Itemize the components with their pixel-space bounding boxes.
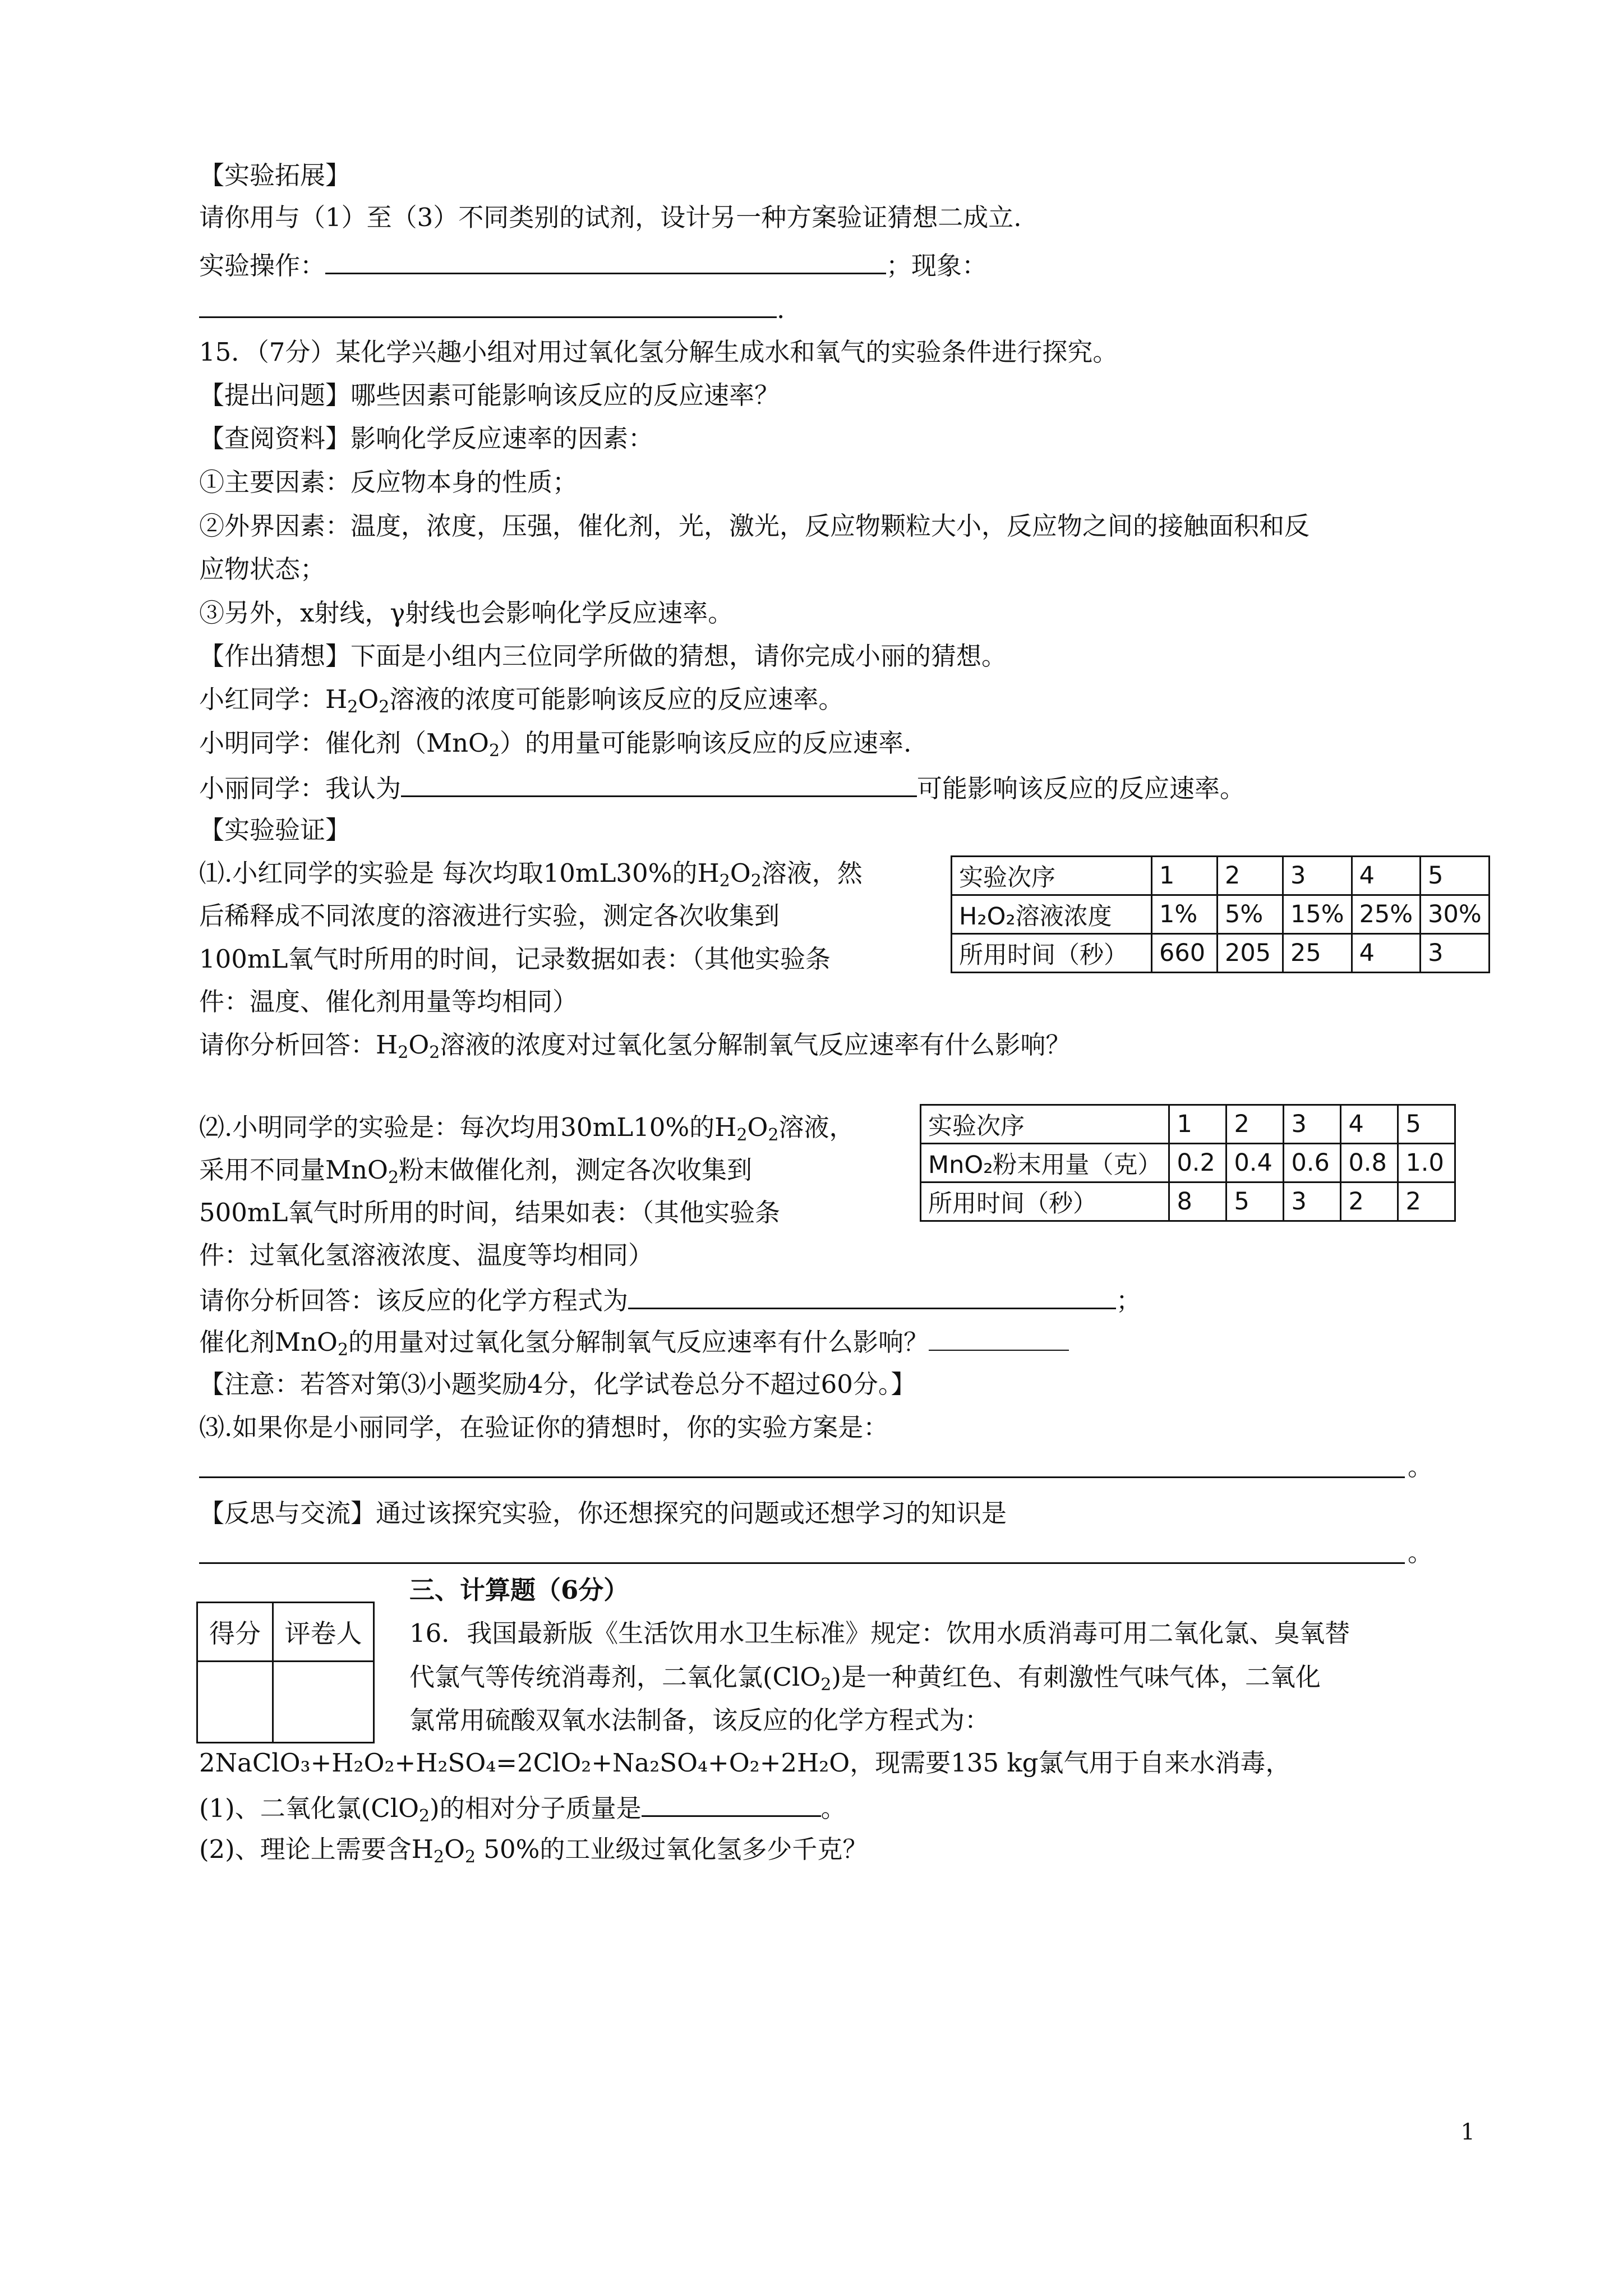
- table-cell: 0.2: [1169, 1144, 1227, 1182]
- note-text: 【注意：若答对第⑶小题奖励4分，化学试卷总分不超过60分。】: [199, 1369, 916, 1399]
- answer-blank[interactable]: [642, 1789, 821, 1817]
- question-text: 请你分析回答：$H_2O_2$溶液的浓度对过氧化氢分解制氧气反应速率有什么影响？: [199, 1030, 1071, 1062]
- table-cell: 660: [1152, 934, 1218, 973]
- table-cell: 2: [1218, 857, 1283, 895]
- question-text: 应物状态；: [199, 554, 326, 584]
- question-text: (2)、理论上需要含$H_2O_2$ 50%的工业级过氧化氢多少千克？: [199, 1834, 868, 1867]
- question-text: 小明同学：催化剂（MnO$_2$）的用量可能影响该反应的反应速率.: [199, 728, 912, 761]
- section-heading: 三、计算题（6分）: [409, 1575, 629, 1605]
- answer-blank[interactable]: [199, 291, 777, 318]
- table-cell: 1%: [1152, 895, 1218, 934]
- table-cell: 1: [1152, 857, 1218, 895]
- table-cell: 0.4: [1227, 1144, 1284, 1182]
- equation-text: 2NaClO₃+H₂O₂+H₂SO₄=2ClO₂+Na₂SO₄+O₂+2H₂O，现需要135 kg氯气用于自来水消毒，: [199, 1748, 1291, 1778]
- question-text: 【查阅资料】影响化学反应速率的因素：: [199, 424, 654, 453]
- question-text: 实验操作： ；现象：: [199, 247, 987, 283]
- table-cell: 3: [1284, 1105, 1341, 1144]
- question-text: 请你用与（1）至（3）不同类别的试剂，设计另一种方案验证猜想二成立.: [199, 203, 1022, 232]
- question-text: ⑴.小红同学的实验是 每次均取10mL30%的$H_2O_2$溶液，然: [199, 858, 863, 891]
- grader-header: 评卷人: [273, 1603, 374, 1662]
- table-cell: 3: [1421, 934, 1490, 973]
- answer-line[interactable]: [199, 1562, 1405, 1564]
- table-cell: 30%: [1421, 895, 1490, 934]
- table-row: [921, 1105, 1455, 1144]
- answer-blank[interactable]: [401, 770, 917, 797]
- score-box: [196, 1602, 375, 1743]
- table-cell: 5: [1398, 1105, 1455, 1144]
- table-cell: 2: [1227, 1105, 1284, 1144]
- question-text: 小红同学：$H_2O_2$溶液的浓度可能影响该反应的反应速率。: [199, 684, 844, 717]
- table-cell: 5%: [1218, 895, 1283, 934]
- table-row: [952, 895, 1490, 934]
- question-text: 氯常用硫酸双氧水法制备，该反应的化学方程式为：: [409, 1705, 990, 1735]
- question-text: ⑵.小明同学的实验是：每次均用30mL10%的$H_2O_2$溶液，: [199, 1112, 855, 1145]
- table-cell: H₂O₂溶液浓度: [952, 895, 1152, 934]
- score-header: 得分: [197, 1603, 273, 1662]
- table-row: [197, 1662, 374, 1743]
- table-cell: 3: [1284, 1182, 1341, 1221]
- period-mark: 。: [1408, 1452, 1433, 1481]
- question-text: 代氯气等传统消毒剂，二氧化氯(ClO$_2$)是一种黄红色、有刺激性气味气体，二氧化: [409, 1662, 1321, 1695]
- table-cell: 4: [1341, 1105, 1398, 1144]
- question-text: 采用不同量MnO$_2$粉末做催化剂，测定各次收集到: [199, 1155, 753, 1188]
- period-mark: 。: [1408, 1538, 1433, 1567]
- table-cell: 1.0: [1398, 1144, 1455, 1182]
- table-cell: 0.6: [1284, 1144, 1341, 1182]
- question-text: 100mL氧气时所用的时间，记录数据如表：（其他实验条: [199, 944, 831, 974]
- table-cell: 0.8: [1341, 1144, 1398, 1182]
- question-text: 【提出问题】哪些因素可能影响该反应的反应速率？: [199, 380, 780, 410]
- question-text: 后稀释成不同浓度的溶液进行实验，测定各次收集到: [199, 901, 780, 931]
- question-text: 【反思与交流】通过该探究实验，你还想探究的问题或还想学习的知识是: [199, 1498, 1007, 1528]
- table-cell: 4: [1352, 857, 1421, 895]
- table-cell: 3: [1283, 857, 1352, 895]
- table-cell: 2: [1341, 1182, 1398, 1221]
- score-cell[interactable]: [197, 1662, 273, 1743]
- table-cell: 4: [1352, 934, 1421, 973]
- table-cell: 25%: [1352, 895, 1421, 934]
- table-row: [952, 934, 1490, 973]
- table-cell: 实验次序: [952, 857, 1152, 895]
- question-text: 小丽同学：我认为 可能影响该反应的反应速率。: [199, 770, 1245, 806]
- table-cell: MnO₂粉末用量（克）: [921, 1144, 1169, 1182]
- question-text: (1)、二氧化氯(ClO$_2$)的相对分子质量是 。: [199, 1789, 846, 1833]
- section-heading: 【实验拓展】: [199, 160, 351, 190]
- question-16-text: 16．我国最新版《生活饮用水卫生标准》规定：饮用水质消毒可用二氧化氯、臭氧替: [409, 1618, 1350, 1648]
- table-cell: 15%: [1283, 895, 1352, 934]
- question-text: 件：过氧化氢溶液浓度、温度等均相同）: [199, 1240, 654, 1270]
- answer-blank[interactable]: [325, 247, 886, 274]
- concentration-table: [951, 855, 1490, 973]
- catalyst-table: [920, 1104, 1456, 1222]
- page-number: 1: [1460, 2119, 1475, 2145]
- table-row: [197, 1603, 374, 1662]
- question-text: 500mL氧气时所用的时间，结果如表：（其他实验条: [199, 1198, 780, 1227]
- table-cell: 2: [1398, 1182, 1455, 1221]
- table-cell: 5: [1227, 1182, 1284, 1221]
- question-text: ⑶.如果你是小丽同学，在验证你的猜想时，你的实验方案是：: [199, 1412, 889, 1442]
- question-text: ③另外，x射线，γ射线也会影响化学反应速率。: [199, 598, 734, 628]
- table-cell: 1: [1169, 1105, 1227, 1144]
- answer-blank[interactable]: [628, 1282, 1116, 1309]
- question-text: .: [199, 291, 785, 326]
- question-text: 件：温度、催化剂用量等均相同）: [199, 987, 578, 1016]
- table-cell: 205: [1218, 934, 1283, 973]
- table-row: [952, 857, 1490, 895]
- section-heading: 【实验验证】: [199, 815, 351, 845]
- table-row: [921, 1182, 1455, 1221]
- table-cell: 8: [1169, 1182, 1227, 1221]
- question-text: 催化剂MnO$_2$的用量对过氧化氢分解制氧气反应速率有什么影响？: [199, 1324, 1069, 1367]
- question-text: 请你分析回答：该反应的化学方程式为 ；: [199, 1282, 1141, 1318]
- table-cell: 实验次序: [921, 1105, 1169, 1144]
- table-cell: 所用时间（秒）: [921, 1182, 1169, 1221]
- question-text: ①主要因素：反应物本身的性质；: [199, 467, 578, 497]
- table-row: [921, 1144, 1455, 1182]
- answer-blank[interactable]: [929, 1324, 1069, 1351]
- answer-line[interactable]: [199, 1476, 1405, 1478]
- table-cell: 所用时间（秒）: [952, 934, 1152, 973]
- table-cell: 5: [1421, 857, 1490, 895]
- question-15-title: 15．（7分）某化学兴趣小组对用过氧化氢分解生成水和氧气的实验条件进行探究。: [199, 337, 1118, 367]
- question-text: 【作出猜想】下面是小组内三位同学所做的猜想，请你完成小丽的猜想。: [199, 641, 1007, 671]
- table-cell: 25: [1283, 934, 1352, 973]
- grader-cell[interactable]: [273, 1662, 374, 1743]
- question-text: ②外界因素：温度，浓度，压强，催化剂，光，激光，反应物颗粒大小，反应物之间的接触面积和反: [199, 511, 1310, 541]
